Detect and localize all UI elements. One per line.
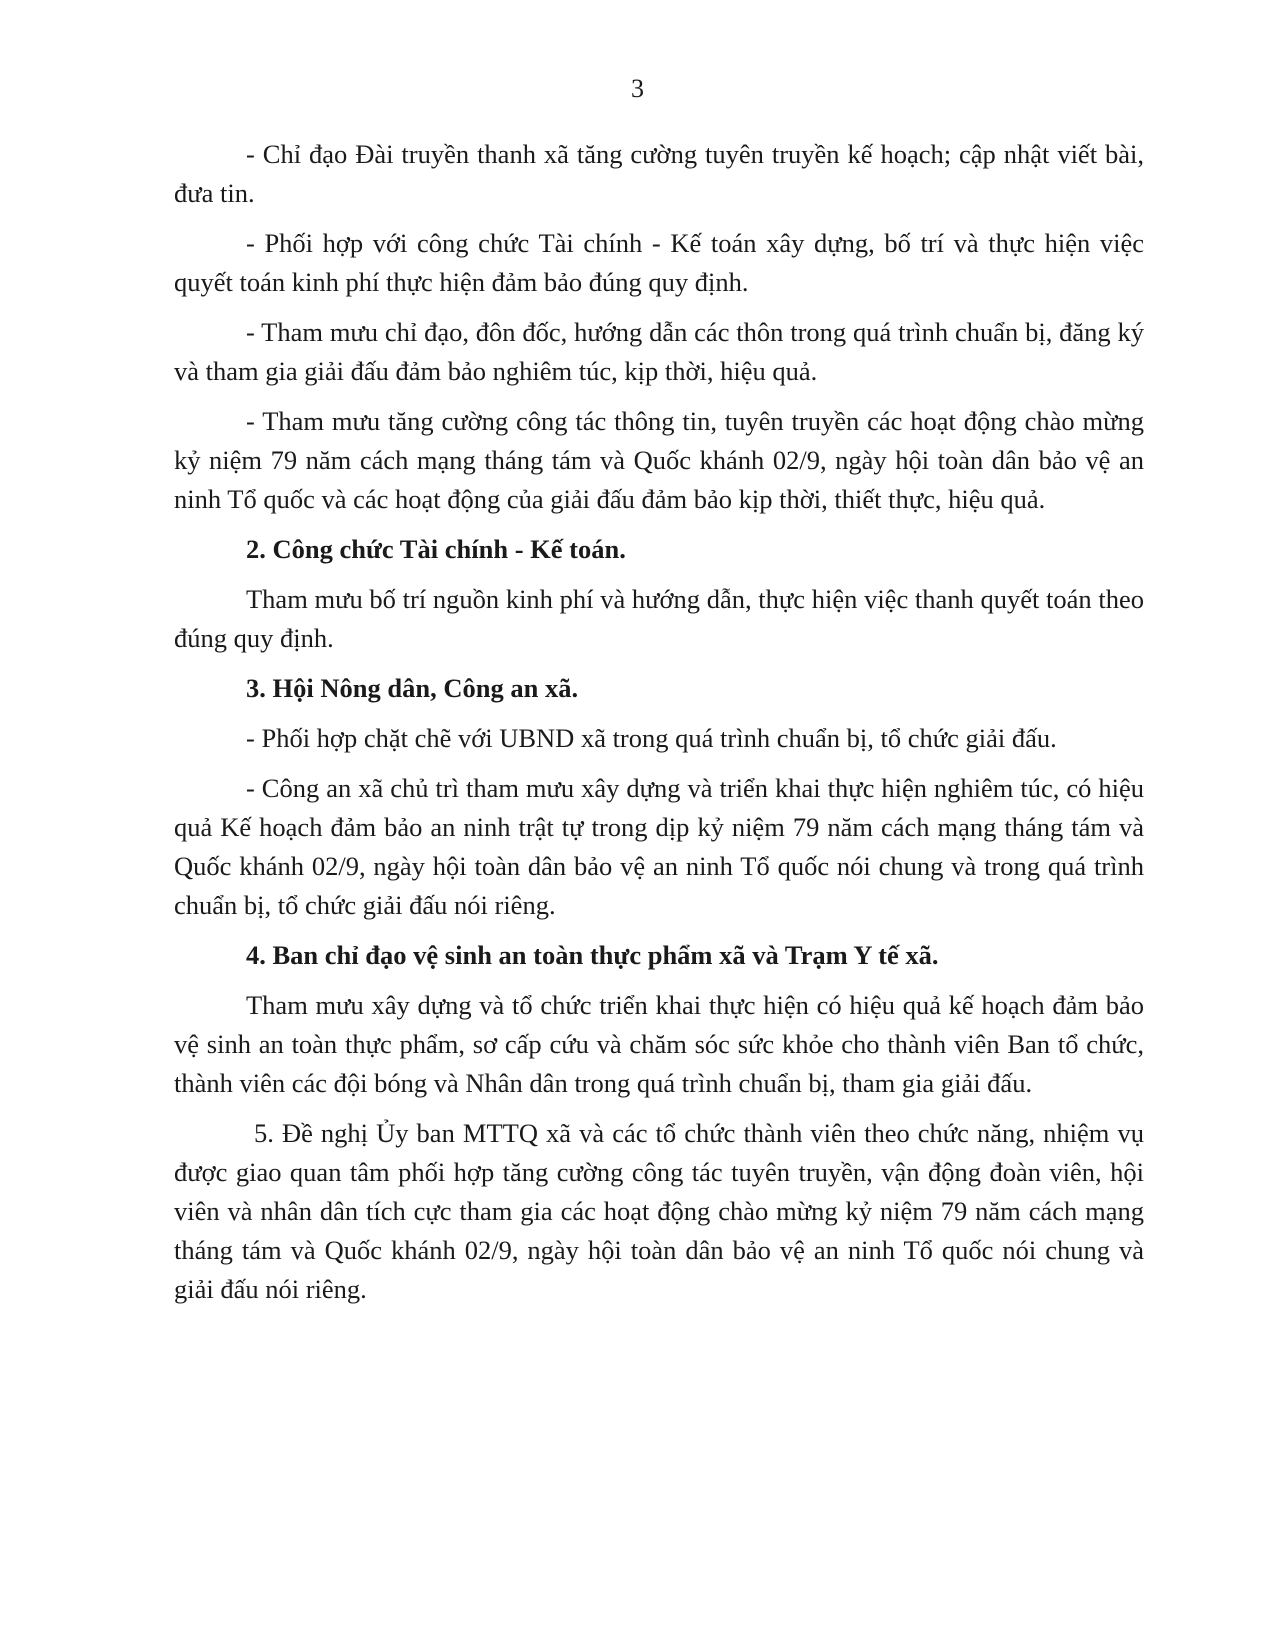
- page-number: 3: [631, 74, 644, 103]
- paragraph-information-campaign: - Tham mưu tăng cường công tác thông tin, tuyên truyền các hoạt động chào mừng kỷ niệm 79 năm cách mạng tháng tám và Quốc khánh 02/9, ngày hội toàn dân bảo vệ an ninh Tổ quốc và các hoạt động của giải đấu đảm bảo kịp thời, thiết thực, hiệu quả.: [174, 406, 1144, 514]
- paragraph-ubnd-coordination: - Phối hợp chặt chẽ với UBND xã trong quá trình chuẩn bị, tổ chức giải đấu.: [246, 723, 1057, 753]
- paragraph-food-safety-duties: Tham mưu xây dựng và tổ chức triển khai thực hiện có hiệu quả kế hoạch đảm bảo vệ sinh an toàn thực phẩm, sơ cấp cứu và chăm sóc sức khỏe cho thành viên Ban tổ chức, thành viên các đội bóng và Nhân dân trong quá trình chuẩn bị, tham gia giải đấu.: [174, 990, 1144, 1098]
- paragraph-police-security: - Công an xã chủ trì tham mưu xây dựng và triển khai thực hiện nghiêm túc, có hiệu quả Kế hoạch đảm bảo an ninh trật tự trong dịp kỷ niệm 79 năm cách mạng tháng tám và Quốc khánh 02/9, ngày hội toàn dân bảo vệ an ninh Tổ quốc nói chung và trong quá trình chuẩn bị, tổ chức giải đấu nói riêng.: [174, 773, 1144, 920]
- section-heading-farmers-police: 3. Hội Nông dân, Công an xã.: [246, 673, 579, 703]
- section-heading-food-safety: 4. Ban chỉ đạo vệ sinh an toàn thực phẩm xã và Trạm Y tế xã.: [246, 940, 939, 970]
- paragraph-finance-duties: Tham mưu bố trí nguồn kinh phí và hướng dẫn, thực hiện việc thanh quyết toán theo đúng quy định.: [174, 584, 1144, 653]
- section-heading-finance: 2. Công chức Tài chính - Kế toán.: [246, 534, 626, 564]
- paragraph-finance-coordination: - Phối hợp với công chức Tài chính - Kế toán xây dựng, bố trí và thực hiện việc quyết toán kinh phí thực hiện đảm bảo đúng quy định.: [174, 228, 1144, 297]
- paragraph-radio-propaganda: - Chỉ đạo Đài truyền thanh xã tăng cường tuyên truyền kế hoạch; cập nhật viết bài, đưa tin.: [174, 139, 1144, 208]
- document-body: [174, 135, 1144, 1320]
- paragraph-village-guidance: - Tham mưu chỉ đạo, đôn đốc, hướng dẫn các thôn trong quá trình chuẩn bị, đăng ký và tham gia giải đấu đảm bảo nghiêm túc, kịp thời, hiệu quả.: [174, 317, 1144, 386]
- paragraph-mttq-request: 5. Đề nghị Ủy ban MTTQ xã và các tổ chức thành viên theo chức năng, nhiệm vụ được giao quan tâm phối hợp tăng cường công tác tuyên truyền, vận động đoàn viên, hội viên và nhân dân tích cực tham gia các hoạt động chào mừng kỷ niệm 79 năm cách mạng tháng tám và Quốc khánh 02/9, ngày hội toàn dân bảo vệ an ninh Tổ quốc nói chung và giải đấu nói riêng.: [174, 1118, 1144, 1304]
